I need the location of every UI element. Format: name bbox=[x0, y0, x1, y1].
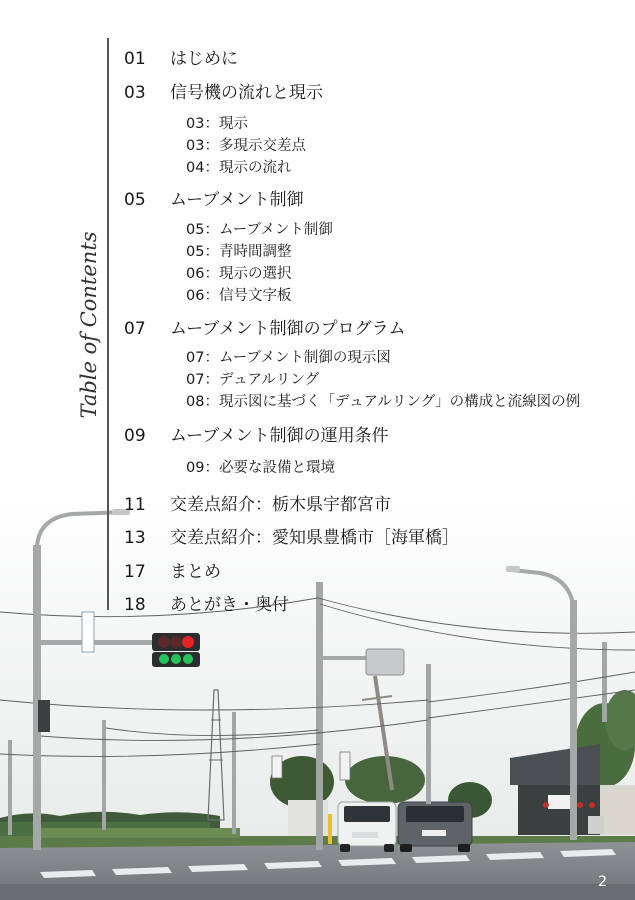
toc-title: ムーブメント制御 bbox=[170, 190, 304, 210]
toc-page-number: 05 bbox=[124, 190, 146, 210]
toc-sub-entry[interactable]: 07：ムーブメント制御の現示図 bbox=[186, 350, 391, 366]
toc-sub-entry[interactable]: 08：現示図に基づく「デュアルリング」の構成と流線図の例 bbox=[186, 394, 581, 410]
toc-entry[interactable] bbox=[124, 44, 238, 69]
toc-entry[interactable] bbox=[124, 78, 323, 103]
page-number: 2 bbox=[598, 874, 607, 890]
toc-sub-entry[interactable]: 03：現示 bbox=[186, 116, 248, 132]
toc-entry[interactable] bbox=[124, 421, 389, 446]
toc-title: あとがき・奥付 bbox=[170, 595, 289, 615]
toc-sub-entry[interactable]: 06：信号文字板 bbox=[186, 288, 292, 304]
toc-sub-entry[interactable]: 05：ムーブメント制御 bbox=[186, 222, 333, 238]
toc-title: ムーブメント制御の運用条件 bbox=[170, 426, 389, 446]
toc-page-number: 07 bbox=[124, 319, 146, 339]
toc-sub-entry[interactable]: 04：現示の流れ bbox=[186, 160, 292, 176]
toc-page-number: 18 bbox=[124, 595, 146, 615]
toc-entry[interactable] bbox=[124, 490, 391, 515]
toc-sub-entry[interactable]: 05：青時間調整 bbox=[186, 244, 292, 260]
toc-page-number: 09 bbox=[124, 426, 146, 446]
toc-sub-entry[interactable]: 09：必要な設備と環境 bbox=[186, 460, 335, 476]
toc-page-number: 01 bbox=[124, 49, 146, 69]
toc-page-number: 13 bbox=[124, 528, 146, 548]
toc-entry[interactable] bbox=[124, 185, 304, 210]
toc-entry[interactable] bbox=[124, 523, 459, 548]
toc-sub-entry[interactable]: 06：現示の選択 bbox=[186, 266, 292, 282]
toc-entry[interactable] bbox=[124, 590, 289, 615]
toc-title: ムーブメント制御のプログラム bbox=[170, 319, 406, 339]
toc-title: 信号機の流れと現示 bbox=[170, 83, 323, 103]
toc-title: 交差点紹介：愛知県豊橋市［海軍橋］ bbox=[170, 528, 459, 548]
toc-page-number: 17 bbox=[124, 562, 146, 582]
toc-title: 交差点紹介：栃木県宇都宮市 bbox=[170, 495, 391, 515]
toc-title: はじめに bbox=[170, 49, 238, 69]
toc-page-number: 11 bbox=[124, 495, 146, 515]
toc-title: まとめ bbox=[170, 562, 221, 582]
side-title-text: Table of Contents bbox=[77, 231, 101, 419]
toc-page-number: 03 bbox=[124, 83, 146, 103]
toc-sub-entry[interactable]: 07：デュアルリング bbox=[186, 372, 320, 388]
toc-entry[interactable] bbox=[124, 314, 405, 339]
toc-sub-entry[interactable]: 03：多現示交差点 bbox=[186, 138, 306, 154]
toc-entry[interactable] bbox=[124, 557, 221, 582]
